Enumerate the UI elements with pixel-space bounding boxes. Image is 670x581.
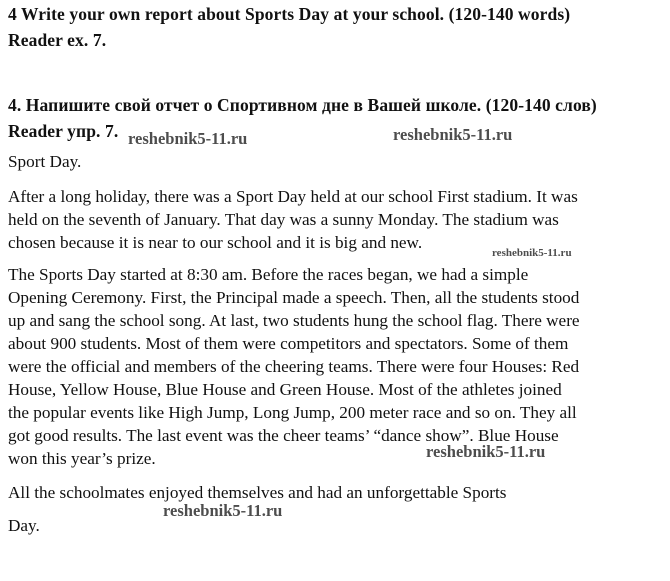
report-title: Sport Day. [8,152,82,171]
task-heading-en-line2: Reader ex. 7. [8,30,107,50]
watermark: reshebnik5-11.ru [426,442,546,461]
paragraph-3-line: All the schoolmates enjoyed themselves and had an unforgettable Sports [8,483,507,502]
paragraph-2-line: won this year’s prize. [8,449,156,468]
task-heading-en-line1: 4 Write your own report about Sports Day at your school. (120-140 words) [8,4,571,24]
watermark: reshebnik5-11.ru [393,125,513,144]
watermark: reshebnik5-11.ru [163,501,283,520]
paragraph-2-line: about 900 students. Most of them were competitors and spectators. Some of them [8,334,569,353]
task-heading-ru-line1: 4. Напишите свой отчет о Спортивном дне в Вашей школе. (120-140 слов) [8,95,597,115]
paragraph-1-line: held on the seventh of January. That day was a sunny Monday. The stadium was [8,210,559,229]
paragraph-2-line: were the official and members of the cheering teams. There were four Houses: Red [8,357,580,376]
paragraph-2-line: the popular events like High Jump, Long Jump, 200 meter race and so on. They all [8,403,577,422]
paragraph-1-line: chosen because it is near to our school and it is big and new. [8,233,423,252]
paragraph-2-line: up and sang the school song. At last, two students hung the school flag. There were [8,311,580,330]
paragraph-2-line: House, Yellow House, Blue House and Green House. Most of the athletes joined [8,380,562,399]
watermark: reshebnik5-11.ru [492,247,572,259]
paragraph-2-line: Opening Ceremony. First, the Principal made a speech. Then, all the students stood [8,288,580,307]
paragraph-1-line: After a long holiday, there was a Sport Day held at our school First stadium. It was [8,187,578,206]
paragraph-3-line: Day. [8,516,40,535]
watermark: reshebnik5-11.ru [128,129,248,148]
paragraph-2-line: got good results. The last event was the cheer teams’ “dance show”. Blue House [8,426,559,445]
task-heading-ru-line2: Reader упр. 7. [8,121,119,141]
paragraph-2-line: The Sports Day started at 8:30 am. Before the races began, we had a simple [8,265,529,284]
